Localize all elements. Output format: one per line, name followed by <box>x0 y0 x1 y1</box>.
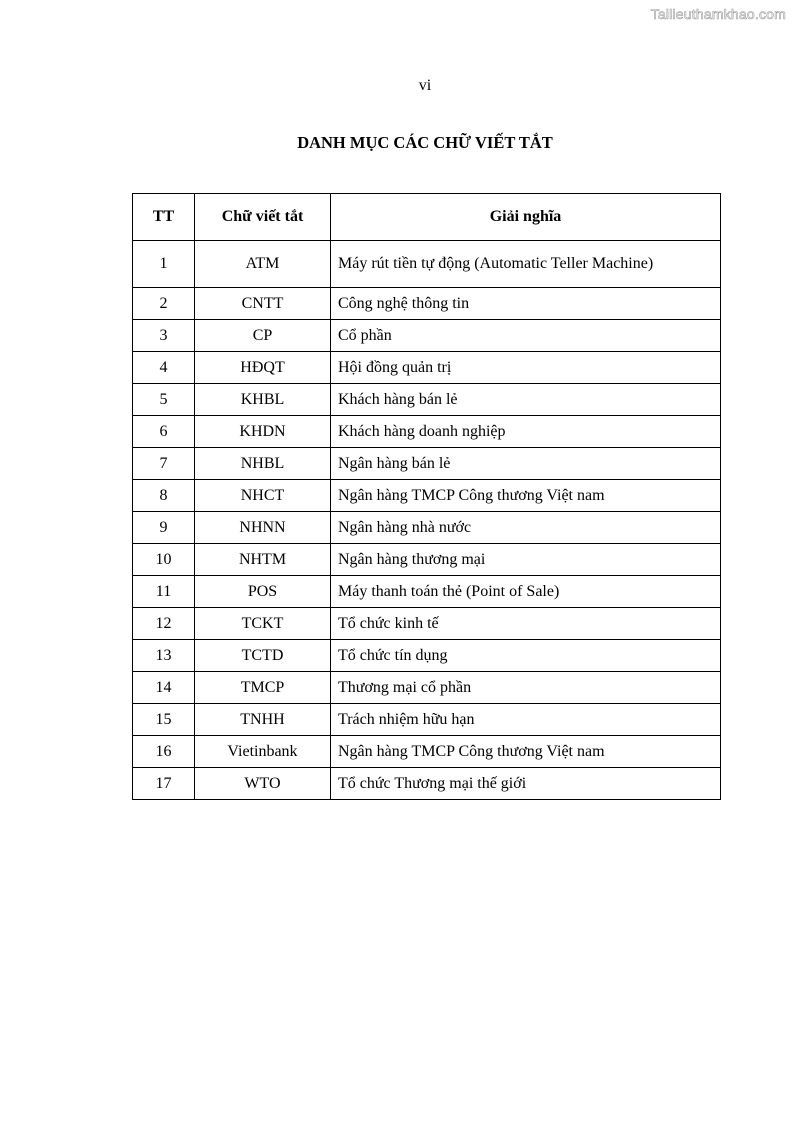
table-row <box>133 352 721 384</box>
abbreviation: KHDN <box>195 416 331 448</box>
row-number: 15 <box>133 704 195 736</box>
meaning: Ngân hàng bán lẻ <box>331 448 721 480</box>
header-abbreviation: Chữ viết tắt <box>195 194 331 241</box>
abbreviation: WTO <box>195 768 331 800</box>
row-number: 5 <box>133 384 195 416</box>
abbreviation: NHBL <box>195 448 331 480</box>
table-row <box>133 768 721 800</box>
meaning: Tổ chức kinh tế <box>331 608 721 640</box>
abbreviation: Vietinbank <box>195 736 331 768</box>
table-row <box>133 480 721 512</box>
meaning: Máy rút tiền tự động (Automatic Teller Machine) <box>331 241 721 288</box>
table-row <box>133 288 721 320</box>
abbreviation: NHCT <box>195 480 331 512</box>
row-number: 7 <box>133 448 195 480</box>
page-title: DANH MỤC CÁC CHỮ VIẾT TẮT <box>297 133 553 152</box>
meaning: Khách hàng doanh nghiệp <box>331 416 721 448</box>
abbreviation: CNTT <box>195 288 331 320</box>
abbreviation: KHBL <box>195 384 331 416</box>
meaning: Ngân hàng nhà nước <box>331 512 721 544</box>
page-number: vi <box>418 77 432 94</box>
row-number: 11 <box>133 576 195 608</box>
abbreviation: CP <box>195 320 331 352</box>
row-number: 4 <box>133 352 195 384</box>
row-number: 2 <box>133 288 195 320</box>
meaning: Ngân hàng TMCP Công thương Việt nam <box>331 736 721 768</box>
abbreviations-table <box>132 193 721 800</box>
row-number: 3 <box>133 320 195 352</box>
table-row <box>133 704 721 736</box>
row-number: 16 <box>133 736 195 768</box>
table-row <box>133 241 721 288</box>
abbreviation: TCKT <box>195 608 331 640</box>
meaning: Cổ phần <box>331 320 721 352</box>
meaning: Hội đồng quản trị <box>331 352 721 384</box>
abbreviation: ATM <box>195 241 331 288</box>
row-number: 17 <box>133 768 195 800</box>
abbreviation: TCTD <box>195 640 331 672</box>
meaning: Trách nhiệm hữu hạn <box>331 704 721 736</box>
table-row <box>133 672 721 704</box>
abbreviation: POS <box>195 576 331 608</box>
table-row <box>133 544 721 576</box>
row-number: 10 <box>133 544 195 576</box>
meaning: Máy thanh toán thẻ (Point of Sale) <box>331 576 721 608</box>
table-row <box>133 512 721 544</box>
abbreviation: NHTM <box>195 544 331 576</box>
table-row <box>133 448 721 480</box>
table-header-row <box>133 194 721 241</box>
table-row <box>133 384 721 416</box>
meaning: Ngân hàng thương mại <box>331 544 721 576</box>
row-number: 13 <box>133 640 195 672</box>
row-number: 1 <box>133 241 195 288</box>
table-row <box>133 576 721 608</box>
row-number: 8 <box>133 480 195 512</box>
header-tt: TT <box>133 194 195 241</box>
row-number: 12 <box>133 608 195 640</box>
watermark: Tailieuthamkhao.com <box>650 6 786 22</box>
row-number: 14 <box>133 672 195 704</box>
abbreviation: HĐQT <box>195 352 331 384</box>
row-number: 9 <box>133 512 195 544</box>
header-meaning: Giải nghĩa <box>331 194 721 241</box>
abbreviation: TNHH <box>195 704 331 736</box>
table-row <box>133 640 721 672</box>
meaning: Ngân hàng TMCP Công thương Việt nam <box>331 480 721 512</box>
abbreviation: TMCP <box>195 672 331 704</box>
table-row <box>133 736 721 768</box>
meaning: Công nghệ thông tin <box>331 288 721 320</box>
meaning: Thương mại cổ phần <box>331 672 721 704</box>
meaning: Khách hàng bán lẻ <box>331 384 721 416</box>
table-row <box>133 416 721 448</box>
meaning: Tổ chức tín dụng <box>331 640 721 672</box>
meaning: Tổ chức Thương mại thế giới <box>331 768 721 800</box>
abbreviation: NHNN <box>195 512 331 544</box>
table-row <box>133 320 721 352</box>
table-row <box>133 608 721 640</box>
row-number: 6 <box>133 416 195 448</box>
